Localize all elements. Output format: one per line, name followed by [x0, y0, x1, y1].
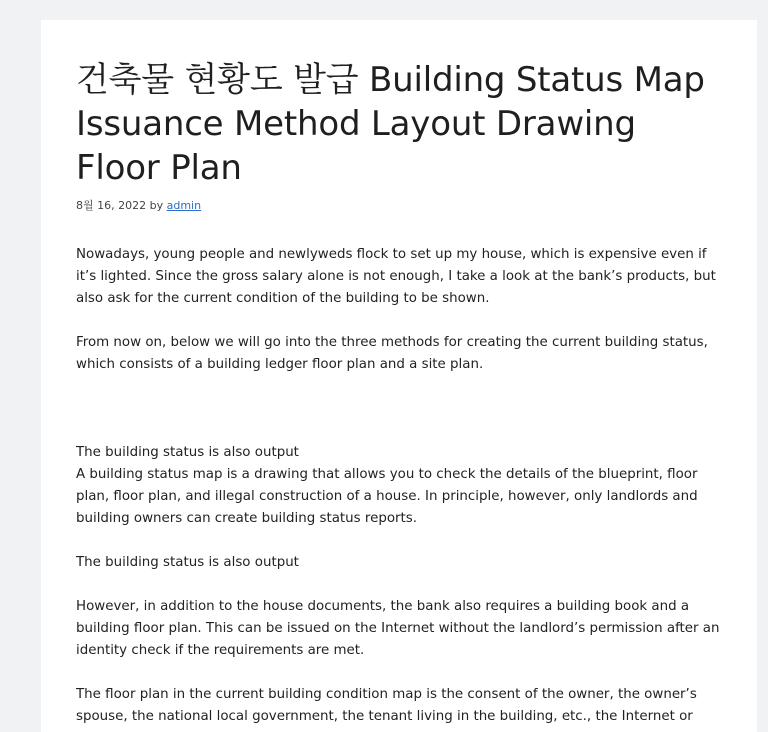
paragraph: However, in addition to the house documents, the bank also requires a building book and a building floor plan. This can be issued on the Internet without the landlord’s permission after an identity check if the requirements are met. — [76, 599, 720, 658]
article-title: 건축물 현황도 발급 Building Status Map Issuance Method Layout Drawing Floor Plan — [76, 60, 705, 188]
blank-space — [76, 398, 726, 442]
post-date: 8월 16, 2022 — [76, 199, 147, 212]
post-by-label: by — [149, 199, 164, 212]
paragraph: A building status map is a drawing that allows you to check the details of the blueprint, floor plan, floor plan, and illegal construction of a house. In principle, however, only landlords and building owners can create building status reports. — [76, 467, 698, 526]
article-content — [76, 58, 726, 732]
paragraph: Nowadays, young people and newlyweds flock to set up my house, which is expensive even if it’s lighted. Since the gross salary alone is not enough, I take a look at the bank’s products, but also ask for the current condition of the building to be shown. — [76, 247, 716, 306]
author-link[interactable]: admin — [166, 199, 202, 212]
paragraph: From now on, below we will go into the three methods for creating the current building status, which consists of a building ledger floor plan and a site plan. — [76, 335, 708, 372]
article-card — [41, 20, 757, 732]
post-meta — [76, 199, 726, 213]
section-heading: The building status is also output — [76, 445, 299, 460]
paragraph: The floor plan in the current building condition map is the consent of the owner, the owner’s spouse, the national local government, the tenant living in the building, etc., the Internet or — [76, 687, 697, 724]
section-heading: The building status is also output — [76, 555, 299, 570]
article-body — [76, 244, 726, 728]
